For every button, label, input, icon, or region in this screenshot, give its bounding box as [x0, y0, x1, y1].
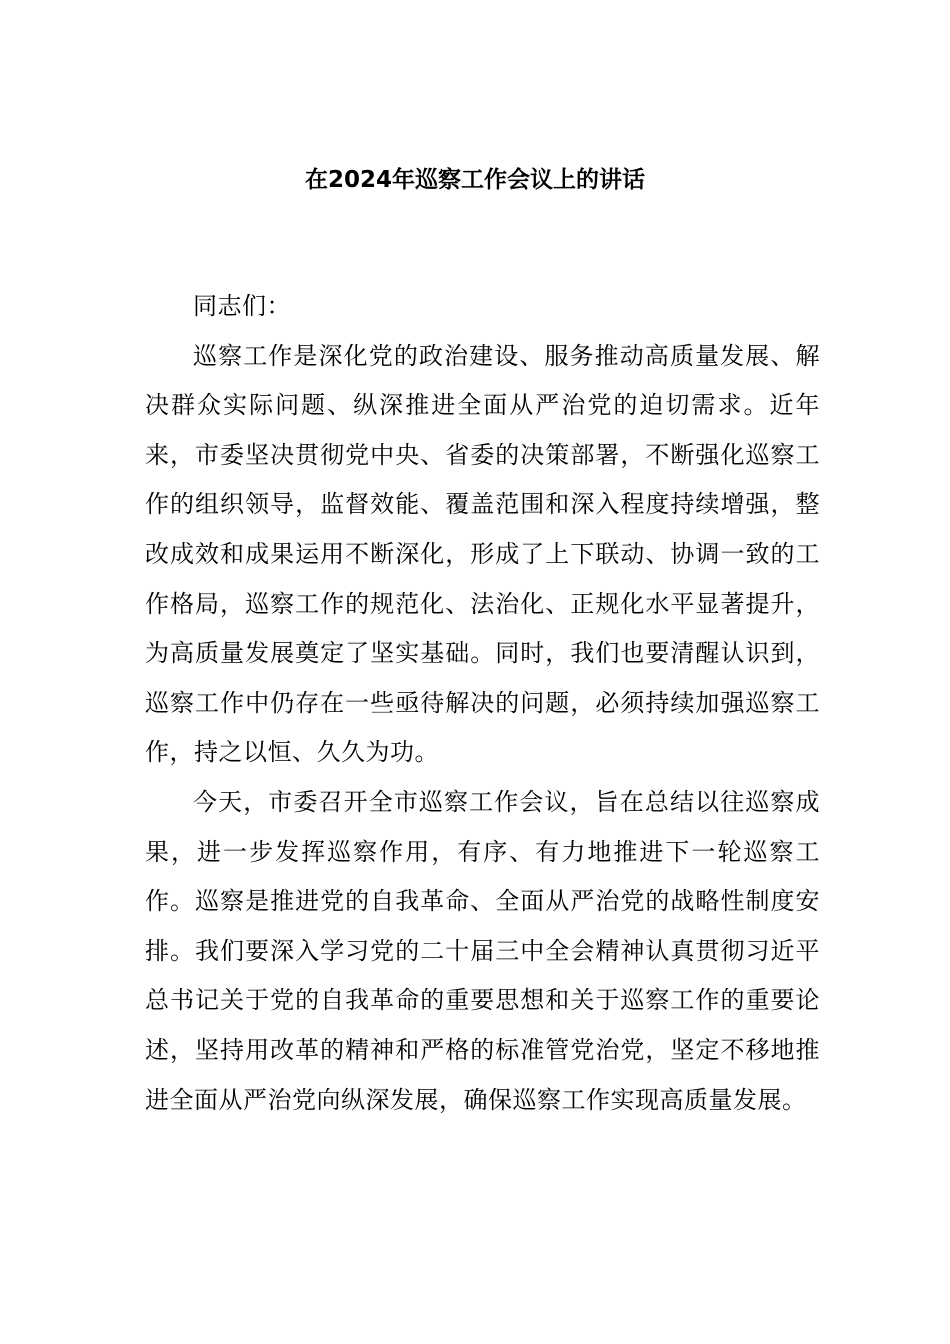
paragraph-1: 巡察工作是深化党的政治建设、服务推动高质量发展、解决群众实际问题、纵深推进全面从严治党的迫切需求。近年来，市委坚决贯彻党中央、省委的决策部署，不断强化巡察工作的组织领导，监督效能、覆盖范围和深入程度持续增强，整改成效和成果运用不断深化，形成了上下联动、协调一致的工作格局，巡察工作的规范化、法治化、正规化水平显著提升，为高质量发展奠定了坚实基础。同时，我们也要清醒认识到，巡察工作中仍存在一些亟待解决的问题，必须持续加强巡察工作，持之以恒、久久为功。: [145, 341, 820, 767]
document-title: 在2024年巡察工作会议上的讲话: [304, 167, 645, 193]
salutation: 同志们：: [193, 292, 291, 320]
paragraph-2: 今天，市委召开全市巡察工作会议，旨在总结以往巡察成果，进一步发挥巡察作用，有序、有力地推进下一轮巡察工作。巡察是推进党的自我革命、全面从严治党的战略性制度安排。我们要深入学习党的二十届三中全会精神认真贯彻习近平总书记关于党的自我革命的重要思想和关于巡察工作的重要论述，坚持用改革的精神和严格的标准管党治党，坚定不移地推进全面从严治党向纵深发展，确保巡察工作实现高质量发展。: [145, 787, 820, 1114]
document-body: [145, 282, 820, 1125]
